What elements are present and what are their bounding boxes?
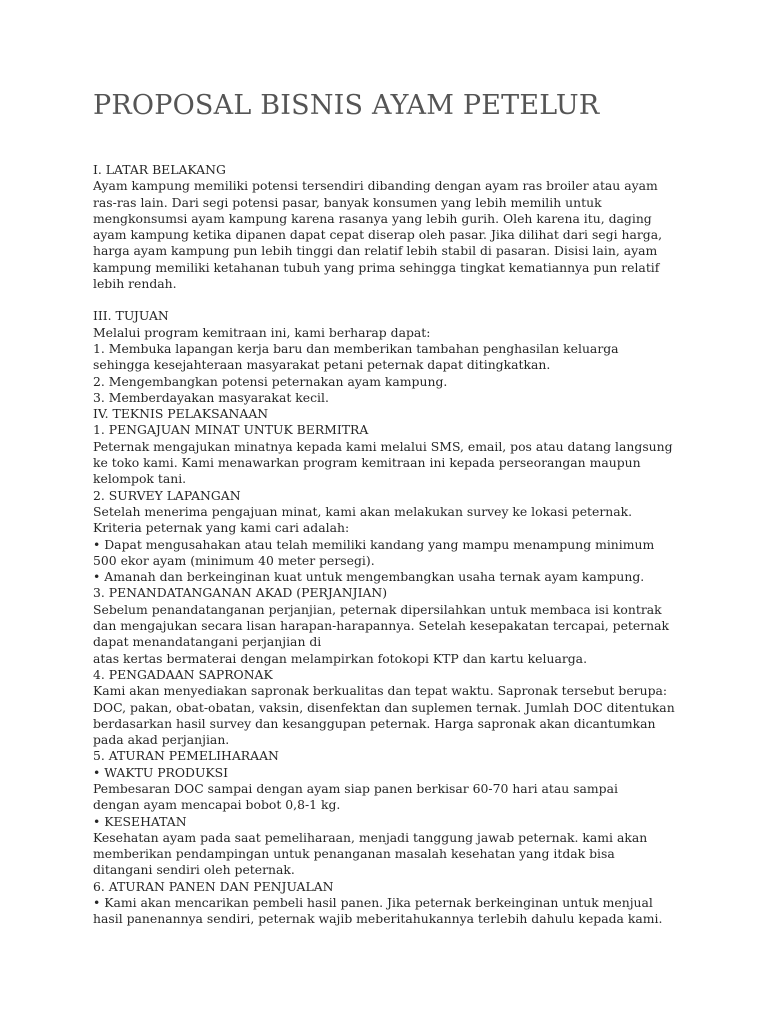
bullet-item: • Dapat mengusahakan atau telah memiliki kandang yang mampu menampung minimum xyxy=(93,536,655,552)
paragraph-line: atas kertas bermaterai dengan melampirkan fotokopi KTP dan kartu keluarga. xyxy=(93,650,588,666)
section-tujuan-teknis xyxy=(93,308,683,927)
paragraph-line: Sebelum penandatanganan perjanjian, peternak dipersilahkan untuk membaca isi kontrak xyxy=(93,601,662,617)
paragraph-line: berdasarkan hasil survey dan kesanggupan peternak. Harga sapronak akan dicantumkan xyxy=(93,715,656,731)
paragraph-line: lebih rendah. xyxy=(93,276,177,292)
section-heading: III. TUJUAN xyxy=(93,308,169,324)
paragraph-line: hasil panenannya sendiri, peternak wajib meberitahukannya terlebih dahulu kepada kami. xyxy=(93,911,663,927)
paragraph-line: ras-ras lain. Dari segi potensi pasar, banyak konsumen yang lebih memilih untuk xyxy=(93,194,602,210)
subsection-heading: 4. PENGADAAN SAPRONAK xyxy=(93,666,273,682)
paragraph-line: dan mengajukan secara lisan harapan-harapannya. Setelah kesepakatan tercapai, peternak xyxy=(93,618,670,634)
subsection-heading: 5. ATURAN PEMELIHARAAN xyxy=(93,748,279,764)
paragraph-line: Kesehatan ayam pada saat pemeliharaan, menjadi tanggung jawab peternak. kami akan xyxy=(93,829,648,845)
subsection-heading: 6. ATURAN PANEN DAN PENJUALAN xyxy=(93,878,334,894)
paragraph-line: ayam kampung ketika dipanen dapat cepat diserap oleh pasar. Jika dilihat dari segi harga, xyxy=(93,227,663,243)
paragraph-gap xyxy=(93,292,683,308)
paragraph-line: kelompok tani. xyxy=(93,471,187,487)
paragraph-line: memberikan pendampingan untuk penanganan masalah kesehatan yang itdak bisa xyxy=(93,846,615,862)
paragraph-line: Kriteria peternak yang kami cari adalah: xyxy=(93,520,350,536)
paragraph-line: ke toko kami. Kami menawarkan program kemitraan ini kepada perseorangan maupun xyxy=(93,455,641,471)
subsection-heading: 1. PENGAJUAN MINAT UNTUK BERMITRA xyxy=(93,422,369,438)
list-item: 1. Membuka lapangan kerja baru dan memberikan tambahan penghasilan keluarga xyxy=(93,340,619,356)
paragraph-line: Peternak mengajukan minatnya kepada kami melalui SMS, email, pos atau datang langsung xyxy=(93,438,673,454)
bullet-item: • KESEHATAN xyxy=(93,813,187,829)
paragraph-line: Setelah menerima pengajuan minat, kami akan melakukan survey ke lokasi peternak. xyxy=(93,503,633,519)
paragraph-line: DOC, pakan, obat-obatan, vaksin, disenfektan dan suplemen ternak. Jumlah DOC ditentukan xyxy=(93,699,675,715)
document-body xyxy=(93,162,683,928)
subsection-heading: 2. SURVEY LAPANGAN xyxy=(93,487,241,503)
paragraph-line: ditangani sendiri oleh peternak. xyxy=(93,862,295,878)
bullet-item: • Amanah dan berkeinginan kuat untuk mengembangkan usaha ternak ayam kampung. xyxy=(93,569,645,585)
paragraph-line: Pembesaran DOC sampai dengan ayam siap panen berkisar 60-70 hari atau sampai xyxy=(93,780,618,796)
paragraph-line: Ayam kampung memiliki potensi tersendiri dibanding dengan ayam ras broiler atau ayam xyxy=(93,178,658,194)
paragraph-line: pada akad perjanjian. xyxy=(93,732,230,748)
section-heading: I. LATAR BELAKANG xyxy=(93,162,226,177)
paragraph-line: dapat menandatangani perjanjian di xyxy=(93,634,322,650)
section-latar-belakang xyxy=(93,162,683,292)
paragraph-line: mengkonsumsi ayam kampung karena rasanya yang lebih gurih. Oleh karena itu, daging xyxy=(93,210,652,226)
paragraph-line: Melalui program kemitraan ini, kami berharap dapat: xyxy=(93,324,431,340)
bullet-item: • WAKTU PRODUKSI xyxy=(93,764,229,780)
paragraph-line: kampung memiliki ketahanan tubuh yang prima sehingga tingkat kematiannya pun relatif xyxy=(93,259,660,275)
subsection-heading: 3. PENANDATANGANAN AKAD (PERJANJIAN) xyxy=(93,585,388,601)
document-title: PROPOSAL BISNIS AYAM PETELUR xyxy=(93,90,600,121)
paragraph-line: 500 ekor ayam (minimum 40 meter persegi). xyxy=(93,552,375,568)
list-item: 2. Mengembangkan potensi peternakan ayam kampung. xyxy=(93,373,448,389)
section-heading: IV. TEKNIS PELAKSANAAN xyxy=(93,406,269,422)
paragraph-line: dengan ayam mencapai bobot 0,8-1 kg. xyxy=(93,797,341,813)
bullet-item: • Kami akan mencarikan pembeli hasil panen. Jika peternak berkeinginan untuk menjual xyxy=(93,895,653,911)
document-page xyxy=(93,90,683,928)
paragraph-line: harga ayam kampung pun lebih tinggi dan relatif lebih stabil di pasaran. Disisi lain, ayam xyxy=(93,243,658,259)
list-item: 3. Memberdayakan masyarakat kecil. xyxy=(93,389,329,405)
paragraph-line: sehingga kesejahteraan masyarakat petani peternak dapat ditingkatkan. xyxy=(93,357,551,373)
paragraph-line: Kami akan menyediakan sapronak berkualitas dan tepat waktu. Sapronak tersebut berupa: xyxy=(93,683,668,699)
